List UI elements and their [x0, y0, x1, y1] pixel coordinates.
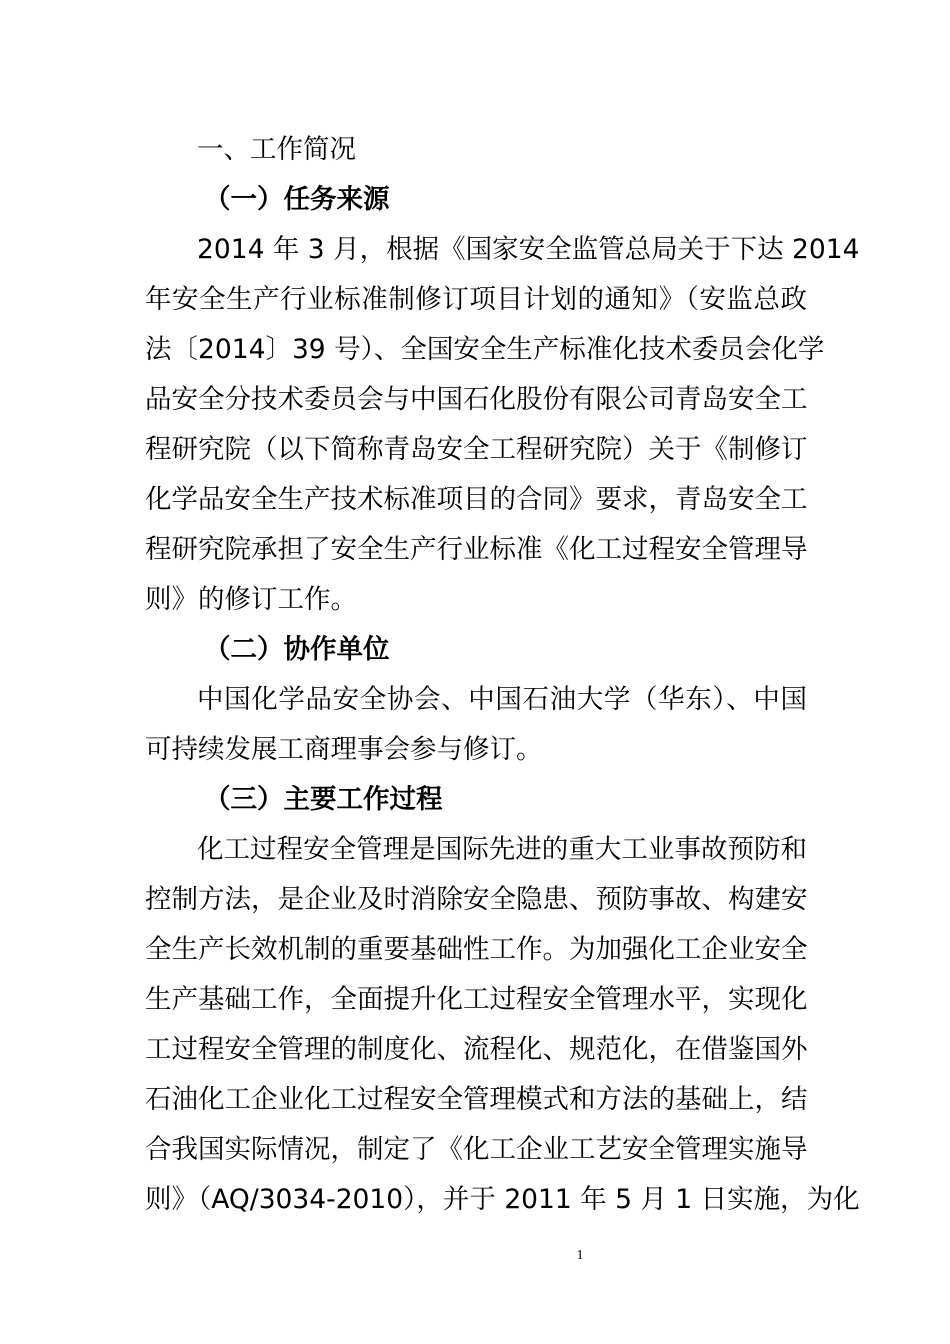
paragraph-line: 化学品安全生产技术标准项目的合同》要求，青岛安全工: [145, 484, 808, 515]
paragraph-line: 化工过程安全管理是国际先进的重大工业事故预防和: [197, 834, 807, 865]
paragraph-line: 程研究院承担了安全生产行业标准《化工过程安全管理导: [145, 534, 808, 565]
paragraph-line: 工过程安全管理的制度化、流程化、规范化，在借鉴国外: [145, 1034, 808, 1065]
paragraph-line: 中国化学品安全协会、中国石油大学（华东）、中国: [197, 684, 807, 715]
paragraph-line: 则》（AQ/3034-2010），并于 2011 年 5 月 1 日实施，为化: [145, 1184, 860, 1215]
paragraph-line: 则》的修订工作。: [145, 584, 357, 615]
paragraph-line: 年安全生产行业标准制修订项目计划的通知》（安监总政: [145, 284, 807, 315]
paragraph-line: 全生产长效机制的重要基础性工作。为加强化工企业安全: [145, 934, 808, 965]
paragraph-line: 生产基础工作，全面提升化工过程安全管理水平，实现化: [145, 984, 808, 1015]
section-title: 一、工作简况: [197, 134, 356, 165]
paragraph-line: 合我国实际情况，制定了《化工企业工艺安全管理实施导: [145, 1134, 808, 1165]
heading-cooperating-units: （二）协作单位: [204, 634, 390, 665]
heading-main-work-process: （三）主要工作过程: [204, 784, 443, 815]
paragraph-line: 法〔2014〕39 号）、全国安全生产标准化技术委员会化学: [145, 334, 825, 365]
paragraph-line: 2014 年 3 月，根据《国家安全监管总局关于下达 2014: [197, 234, 860, 265]
page-number: 1: [576, 1248, 584, 1263]
paragraph-line: 品安全分技术委员会与中国石化股份有限公司青岛安全工: [145, 384, 808, 415]
paragraph-line: 石油化工企业化工过程安全管理模式和方法的基础上，结: [145, 1084, 808, 1115]
paragraph-line: 程研究院（以下简称青岛安全工程研究院）关于《制修订: [145, 434, 808, 465]
paragraph-line: 控制方法，是企业及时消除安全隐患、预防事故、构建安: [145, 884, 808, 915]
paragraph-line: 可持续发展工商理事会参与修订。: [145, 734, 543, 765]
heading-task-source: （一）任务来源: [204, 184, 390, 215]
